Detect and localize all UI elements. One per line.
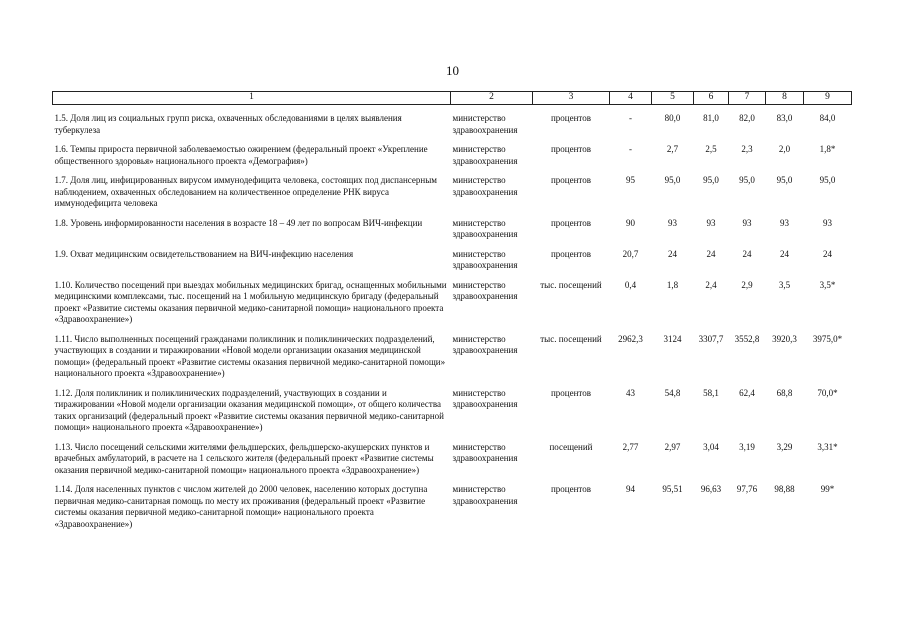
unit: тыс. посещений (540, 279, 602, 290)
row-spacer-cell (53, 326, 852, 334)
unit: посещений (549, 441, 593, 452)
column-header: 6 (694, 92, 729, 105)
indicator-name: 1.13. Число посещений сельскими жителями фельдшерских, фельдшерско-акушерских пунктов и врачебных амбулаторий, в расчете на 1 сельского жителя (федеральный проект «Развитие системы оказания первичной медико-санитарной помощи» национального проекта «Здравоохранение») (54, 441, 434, 475)
indicator-name: 1.8. Уровень информированности населения в возрасте 18 – 49 лет по вопросам ВИЧ-инфекции (54, 217, 423, 228)
value-year-5: 3,5* (819, 279, 836, 290)
row-spacer (53, 434, 852, 442)
value-year-2: 3307,7 (698, 333, 724, 344)
value-year-3: 3552,8 (734, 333, 760, 344)
value-year-3: 2,9 (741, 279, 753, 290)
indicator-name: 1.9. Охват медицинским освидетельствованием на ВИЧ-инфекцию населения (54, 248, 354, 259)
row-spacer-cell (53, 272, 852, 280)
indicator-name: 1.12. Доля поликлиник и поликлинических подразделений, участвующих в создании и тиражировании «Новой модели организации оказания медицинской помощи», от общего количества таких организаций (федеральный проект «Развитие системы оказания первичной медико-санитарной помощи» национального проекта «Здравоохранение») (54, 387, 444, 432)
table-row (53, 218, 852, 241)
value-year-5: 3,31* (817, 441, 838, 452)
table-row (53, 249, 852, 272)
value-year-4: 24 (780, 248, 789, 259)
row-spacer-cell (53, 380, 852, 388)
unit: процентов (550, 113, 591, 123)
column-header: 8 (766, 92, 804, 105)
responsible-agency: министерство здравоохранения (452, 144, 518, 166)
indicator-name: 1.14. Доля населенных пунктов с числом жителей до 2000 человек, населению которых доступна первичная медико-санитарная помощь по месту их проживания (федеральный проект «Развитие системы оказания первичной медико-санитарной помощи» национального проекта «Здравоохранение») (54, 484, 428, 529)
table-body (53, 105, 852, 531)
value-base: - (629, 113, 632, 123)
row-spacer (53, 105, 852, 114)
header-row (53, 92, 852, 105)
row-spacer-cell (53, 241, 852, 249)
value-year-1: 95,0 (664, 175, 681, 185)
indicator-name: 1.5. Доля лиц из социальных групп риска, охваченных обследованиями в целях выявления туберкулеза (54, 113, 402, 135)
value-year-1: 2,97 (664, 441, 681, 452)
column-header: 7 (729, 92, 766, 105)
unit: процентов (550, 144, 591, 154)
value-year-4: 93 (780, 217, 789, 228)
value-year-5: 24 (823, 248, 832, 259)
row-spacer-cell (53, 434, 852, 442)
value-year-2: 93 (706, 217, 716, 228)
responsible-agency: министерство здравоохранения (452, 175, 518, 197)
value-year-1: 2,7 (666, 144, 679, 154)
indicators-table (52, 91, 852, 530)
row-spacer (53, 380, 852, 388)
column-header: 1 (53, 92, 451, 105)
value-year-2: 95,0 (703, 175, 719, 185)
responsible-agency: министерство здравоохранения (452, 279, 518, 301)
value-year-1: 80,0 (664, 113, 681, 123)
indicator-name: 1.6. Темпы прироста первичной заболеваемостью ожирением (федеральный проект «Укрепление общественного здоровья» национального проекта «Демография») (54, 144, 428, 166)
value-year-4: 3,29 (776, 441, 793, 452)
row-spacer (53, 326, 852, 334)
unit: процентов (550, 387, 591, 398)
value-year-3: 24 (742, 248, 752, 259)
value-year-4: 83,0 (776, 113, 793, 123)
value-year-4: 3920,3 (772, 333, 797, 344)
value-base: 20,7 (622, 248, 639, 259)
column-header: 9 (804, 92, 852, 105)
indicator-name: 1.10. Количество посещений при выездах мобильных медицинских бригад, оснащенных мобильными медицинскими комплексами, тыс. посещений на 1 мобильную медицинскую бригаду (федеральный проект «Развитие системы оказания первичной медико-санитарной помощи» национального проекта «Здравоохранение») (54, 279, 447, 324)
value-year-5: 95,0 (819, 175, 836, 185)
value-year-2: 96,63 (700, 484, 722, 494)
table-row (53, 280, 852, 326)
row-spacer-cell (53, 167, 852, 175)
value-base: 95 (626, 175, 635, 185)
value-year-5: 3975,0* (812, 333, 843, 344)
table-row (53, 175, 852, 210)
responsible-agency: министерство здравоохранения (452, 333, 518, 355)
value-year-5: 99* (820, 484, 835, 494)
table-row (53, 388, 852, 434)
value-year-4: 95,0 (776, 175, 793, 185)
row-spacer-cell (53, 210, 852, 218)
value-year-2: 2,4 (705, 279, 717, 290)
table-row (53, 484, 852, 530)
value-year-3: 95,0 (739, 175, 755, 185)
value-year-3: 82,0 (739, 113, 755, 123)
value-year-1: 54,8 (664, 387, 681, 398)
value-year-1: 95,51 (662, 484, 683, 494)
value-year-3: 62,4 (739, 387, 755, 398)
value-year-2: 81,0 (703, 113, 719, 123)
value-year-3: 93 (742, 217, 752, 228)
row-spacer (53, 272, 852, 280)
value-year-4: 98,88 (774, 484, 795, 494)
responsible-agency: министерство здравоохранения (452, 441, 518, 463)
row-spacer (53, 167, 852, 175)
value-year-4: 2,0 (778, 144, 791, 154)
value-year-1: 93 (668, 217, 677, 228)
row-spacer (53, 210, 852, 218)
column-header: 5 (652, 92, 694, 105)
unit: процентов (550, 175, 591, 185)
responsible-agency: министерство здравоохранения (452, 484, 518, 506)
unit: процентов (550, 217, 591, 228)
row-spacer-cell (53, 476, 852, 484)
value-base: 43 (626, 387, 635, 398)
row-spacer-cell (53, 105, 852, 114)
value-year-1: 1,8 (666, 279, 679, 290)
column-header: 4 (610, 92, 652, 105)
value-year-5: 1,8* (819, 144, 836, 154)
unit: процентов (550, 484, 591, 494)
responsible-agency: министерство здравоохранения (452, 387, 518, 409)
table-row (53, 442, 852, 477)
value-base: 0,4 (624, 279, 637, 290)
column-header: 3 (533, 92, 610, 105)
row-spacer (53, 136, 852, 144)
table-row (53, 334, 852, 380)
value-year-4: 3,5 (778, 279, 791, 290)
value-year-3: 3,19 (739, 441, 755, 452)
responsible-agency: министерство здравоохранения (452, 217, 518, 239)
value-base: 2962,3 (618, 333, 643, 344)
indicator-name: 1.7. Доля лиц, инфицированных вирусом иммунодефицита человека, состоящих под диспансерным наблюдением, охваченных обследованием на количественное определение РНК вируса иммунодефицита человека (54, 175, 437, 208)
table-row (53, 113, 852, 136)
value-year-1: 24 (668, 248, 677, 259)
responsible-agency: министерство здравоохранения (452, 113, 518, 135)
value-year-3: 97,76 (736, 484, 758, 494)
value-base: 2,77 (622, 441, 639, 452)
indicator-name: 1.11. Число выполненных посещений гражданами поликлиник и поликлинических подразделений, участвующих в создании и тиражировании «Новой модели организации оказания медицинской помощи» (федеральный проект «Развитие системы оказания первичной медико-санитарной помощи» национального проекта «Здравоохранение») (54, 333, 446, 378)
value-year-5: 84,0 (819, 113, 836, 123)
value-year-5: 93 (823, 217, 832, 228)
value-base: - (629, 144, 632, 154)
row-spacer-cell (53, 136, 852, 144)
value-year-2: 58,1 (703, 387, 719, 398)
column-header: 2 (451, 92, 533, 105)
value-year-2: 3,04 (703, 441, 719, 452)
value-base: 94 (626, 484, 635, 494)
page-number: 10 (446, 63, 459, 78)
value-year-3: 2,3 (741, 144, 753, 154)
row-spacer (53, 476, 852, 484)
value-base: 90 (626, 217, 635, 228)
value-year-2: 24 (706, 248, 716, 259)
value-year-1: 3124 (663, 333, 682, 344)
value-year-4: 68,8 (776, 387, 793, 398)
value-year-2: 2,5 (705, 144, 717, 154)
responsible-agency: министерство здравоохранения (452, 248, 518, 270)
unit: процентов (550, 248, 591, 259)
unit: тыс. посещений (540, 333, 602, 344)
table-row (53, 144, 852, 167)
value-year-5: 70,0* (817, 387, 838, 398)
row-spacer (53, 241, 852, 249)
